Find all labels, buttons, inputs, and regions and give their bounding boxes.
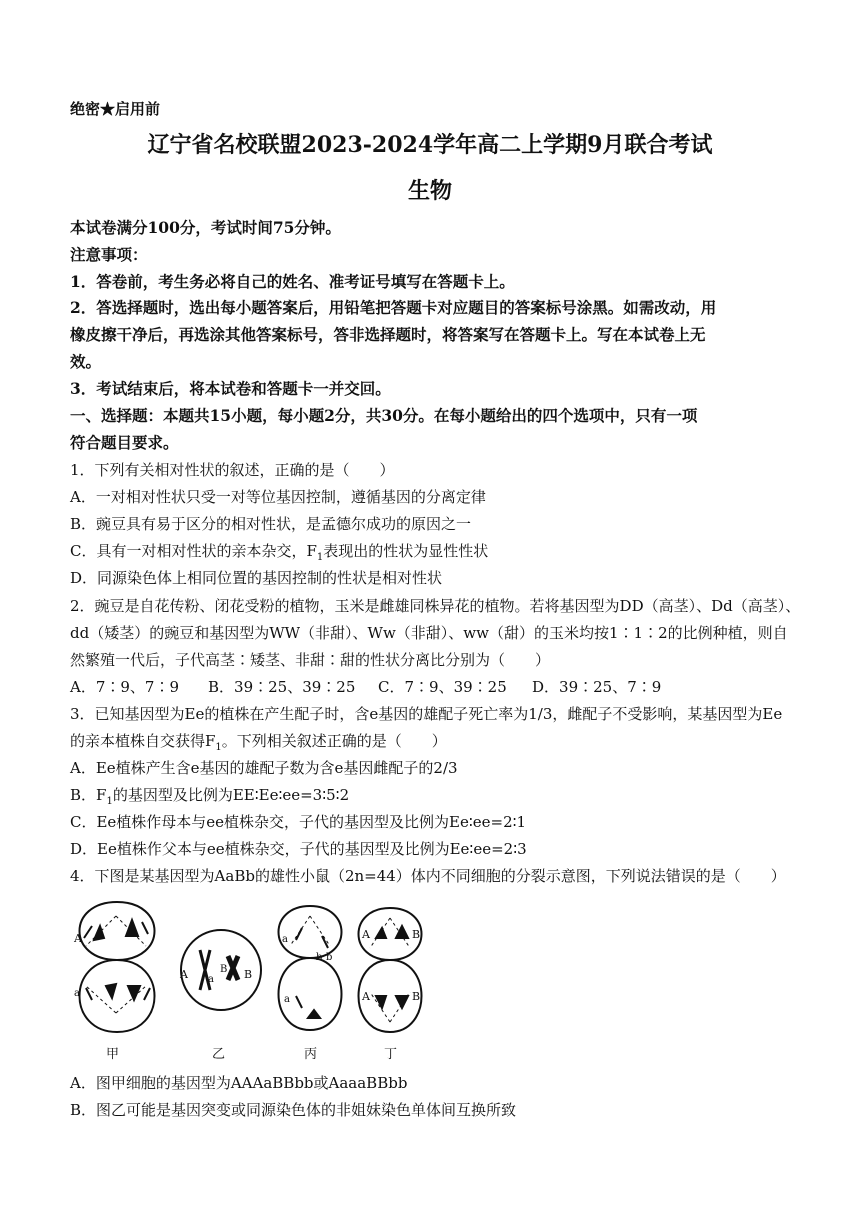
note-1: 1．答卷前，考生务必将自己的姓名、准考证号填写在答题卡上。 bbox=[70, 272, 515, 291]
note-2-line-3: 效。 bbox=[70, 352, 102, 371]
q3-option-c: C．Ee植株作母本与ee植株杂交，子代的基因型及比例为Ee∶ee=2∶1 bbox=[70, 813, 527, 831]
q1-option-b: B．豌豆具有易于区分的相对性状，是孟德尔成功的原因之一 bbox=[70, 515, 472, 533]
label-jia: 甲 bbox=[106, 1047, 120, 1062]
q1-stem: 1．下列有关相对性状的叙述，正确的是（ ） bbox=[70, 461, 395, 479]
ding-letter-a-bottom: A bbox=[362, 990, 370, 1003]
cell-yi bbox=[179, 930, 261, 1010]
jia-letter-a-bottom: a bbox=[74, 988, 80, 999]
label-ding: 丁 bbox=[384, 1047, 398, 1062]
q1-option-a: A．一对相对性状只受一对等位基因控制，遵循基因的分离定律 bbox=[70, 488, 486, 506]
cell-bing bbox=[279, 906, 342, 1030]
q4-option-b: B．图乙可能是基因突变或同源染色体的非姐妹染色单体间互换所致 bbox=[70, 1101, 517, 1119]
confidential-label: 绝密★启用前 bbox=[70, 100, 161, 118]
q4-stem: 4．下图是某基因型为AaBb的雄性小鼠（2n=44）体内不同细胞的分裂示意图，下列说法错误的是（ ） bbox=[70, 867, 786, 885]
yi-letter-a-upper: A bbox=[180, 968, 188, 981]
ding-letter-b-top: B bbox=[412, 928, 421, 941]
section-1-heading-line-1: 一、选择题：本题共15小题，每小题2分，共30分。在每小题给出的四个选项中，只有一项 bbox=[70, 406, 698, 425]
label-yi: 乙 bbox=[212, 1047, 226, 1062]
bing-letter-a-1: a bbox=[282, 934, 288, 945]
section-1-heading-line-2: 符合题目要求。 bbox=[70, 433, 179, 452]
ding-letter-a-top: A bbox=[362, 928, 370, 941]
q2-stem-line-2: dd（矮茎）的豌豆和基因型为WW（非甜）、Ww（非甜）、ww（甜）的玉米均按1∶1∶2的比例种植，则自 bbox=[70, 624, 788, 642]
bing-letter-b-2: b bbox=[326, 952, 333, 963]
subject-title: 生物 bbox=[407, 178, 452, 204]
q1-option-c: C．具有一对相对性状的亲本杂交，$F_1$表现出的性状为显性性状 bbox=[70, 542, 489, 563]
q2-option-a: A．7∶9、7∶9 bbox=[70, 678, 180, 696]
q2-stem-line-3: 然繁殖一代后，子代高茎∶矮茎、非甜∶甜的性状分离比分别为（ ） bbox=[70, 651, 551, 669]
q2-option-d: D．39∶25、7∶9 bbox=[532, 678, 662, 696]
cell-division-figure bbox=[66, 898, 436, 1068]
q1-option-d: D．同源染色体上相同位置的基因控制的性状是相对性状 bbox=[70, 569, 443, 587]
q2-option-b: B．39∶25、39∶25 bbox=[208, 678, 356, 696]
q3-option-d: D．Ee植株作父本与ee植株杂交，子代的基因型及比例为Ee∶ee=2∶3 bbox=[70, 840, 527, 858]
ding-letter-b-bottom: B bbox=[412, 990, 421, 1003]
q2-stem-line-1: 2．豌豆是自花传粉、闭花受粉的植物，玉米是雌雄同株异花的植物。若将基因型为DD（高茎）、Dd（高茎）、 bbox=[70, 597, 801, 615]
note-3: 3．考试结束后，将本试卷和答题卡一并交回。 bbox=[70, 379, 391, 398]
yi-letter-a-lower: a bbox=[208, 974, 214, 985]
jia-letter-a-top: A bbox=[74, 932, 82, 945]
note-2-line-1: 2．答选择题时，选出每小题答案后，用铅笔把答题卡对应题目的答案标号涂黑。如需改动，用 bbox=[70, 298, 717, 317]
q4-option-a: A．图甲细胞的基因型为AAAaBBbb或AaaaBBbb bbox=[70, 1074, 408, 1092]
q3-stem-line-1: 3．已知基因型为Ee的植株在产生配子时，含e基因的雄配子死亡率为1/3，雌配子不受影响，某基因型为Ee bbox=[70, 705, 783, 723]
q3-option-a: A．Ee植株产生含e基因的雄配子数为含e基因雌配子的2/3 bbox=[70, 759, 458, 777]
label-bing: 丙 bbox=[304, 1047, 318, 1062]
score-time-line: 本试卷满分100分，考试时间75分钟。 bbox=[70, 218, 341, 237]
q3-stem-line-2: 的亲本植株自交获得$F_1$。下列相关叙述正确的是（ ） bbox=[70, 732, 447, 753]
exam-title: 辽宁省名校联盟2023-2024学年高二上学期9月联合考试 bbox=[147, 132, 713, 158]
cell-ding bbox=[359, 908, 422, 1032]
yi-letter-b-1: B bbox=[220, 964, 228, 975]
bing-letter-b-1: b bbox=[316, 952, 323, 963]
notes-heading: 注意事项： bbox=[70, 245, 148, 264]
note-2-line-2: 橡皮擦干净后，再选涂其他答案标号，答非选择题时，将答案写在答题卡上。写在本试卷上无 bbox=[70, 325, 706, 344]
cell-jia bbox=[73, 902, 155, 1032]
q3-option-b: B．$F_1$的基因型及比例为EE∶Ee∶ee=3∶5∶2 bbox=[70, 786, 350, 807]
yi-letter-b-2: B bbox=[244, 968, 253, 981]
q2-option-c: C．7∶9、39∶25 bbox=[378, 678, 507, 696]
bing-letter-a-2: a bbox=[284, 994, 290, 1005]
